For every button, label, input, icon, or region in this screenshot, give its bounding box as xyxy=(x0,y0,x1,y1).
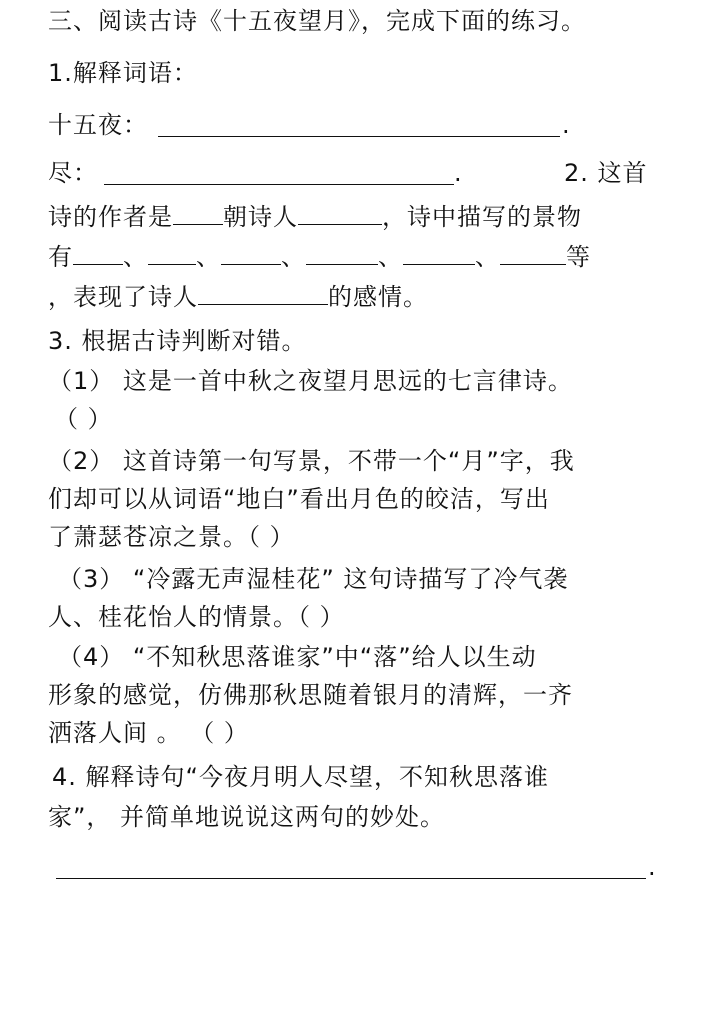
q3-item4-line2: 形象的感觉，仿佛那秋思随着银月的清辉，一齐 xyxy=(48,681,573,709)
q2-sep: 、 xyxy=(475,243,500,271)
q3-item1-answer-paren[interactable]: （ ） xyxy=(54,405,113,433)
q3-item2-line1: （2） 这首诗第一句写景，不带一个“月”字，我 xyxy=(48,447,575,475)
q3-item4-line3: 洒落人间 。 （ ） xyxy=(48,719,249,747)
q2-feeling-blank[interactable] xyxy=(198,282,328,305)
q1-term1-end-mark: . xyxy=(562,111,570,139)
q2-line1-text-b: 朝诗人 xyxy=(223,203,298,231)
q4-line1: 4. 解释诗句“今夜月明人尽望，不知秋思落谁 xyxy=(52,763,549,791)
q1-term1-answer-line[interactable] xyxy=(158,114,560,137)
q4-end-mark: . xyxy=(648,853,656,881)
q2-scene-blank-5[interactable] xyxy=(403,242,475,265)
q2-line2 xyxy=(48,242,591,272)
q4-answer-line[interactable] xyxy=(56,856,646,879)
q2-sep: 、 xyxy=(123,243,148,271)
q3-heading: 3. 根据古诗判断对错。 xyxy=(48,327,307,355)
q2-poet-blank[interactable] xyxy=(298,202,382,225)
q3-item3-line2: 人、桂花怡人的情景。（ ） xyxy=(48,603,345,631)
q2-line1-text-a: 诗的作者是 xyxy=(48,203,173,231)
q2-scene-blank-4[interactable] xyxy=(306,242,378,265)
q2-line2-end: 等 xyxy=(566,243,591,271)
q4-line2: 家”， 并简单地说说这两句的妙处。 xyxy=(48,803,446,831)
q2-sep: 、 xyxy=(281,243,306,271)
q2-line3 xyxy=(48,282,428,312)
q3-item4-line1: （4） “不知秋思落谁家”中“落”给人以生动 xyxy=(58,643,537,671)
q2-line2-text-a: 有 xyxy=(48,243,73,271)
q2-scene-blank-2[interactable] xyxy=(148,242,196,265)
q1-term2-label: 尽： xyxy=(48,159,98,187)
q2-scene-blank-1[interactable] xyxy=(73,242,123,265)
q2-line3-text-b: 的感情。 xyxy=(328,283,428,311)
q2-dynasty-blank[interactable] xyxy=(173,202,223,225)
q2-line3-text-a: ，表现了诗人 xyxy=(48,283,198,311)
q1-term2-end-mark: . xyxy=(454,159,462,187)
q3-item3-line1: （3） “冷露无声湿桂花” 这句诗描写了冷气袭 xyxy=(58,565,569,593)
q2-sep: 、 xyxy=(196,243,221,271)
q3-item2-line3: 了萧瑟苍凉之景。（ ） xyxy=(48,523,295,551)
q1-term1-label: 十五夜： xyxy=(48,111,148,139)
q2-scene-blank-6[interactable] xyxy=(500,242,566,265)
q2-number: 2. 这首 xyxy=(564,159,648,187)
section-title: 三、阅读古诗《十五夜望月》，完成下面的练习。 xyxy=(48,7,586,35)
q3-item1: （1） 这是一首中秋之夜望月思远的七言律诗。 xyxy=(48,367,573,395)
q2-line1-text-c: ，诗中描写的景物 xyxy=(382,203,582,231)
q2-scene-blank-3[interactable] xyxy=(221,242,281,265)
q2-line1 xyxy=(48,202,582,232)
q1-term2-answer-line[interactable] xyxy=(104,162,454,185)
q3-item2-line2: 们却可以从词语“地白”看出月色的皎洁，写出 xyxy=(48,485,550,513)
q1-heading: 1.解释词语： xyxy=(48,59,198,87)
q2-sep: 、 xyxy=(378,243,403,271)
